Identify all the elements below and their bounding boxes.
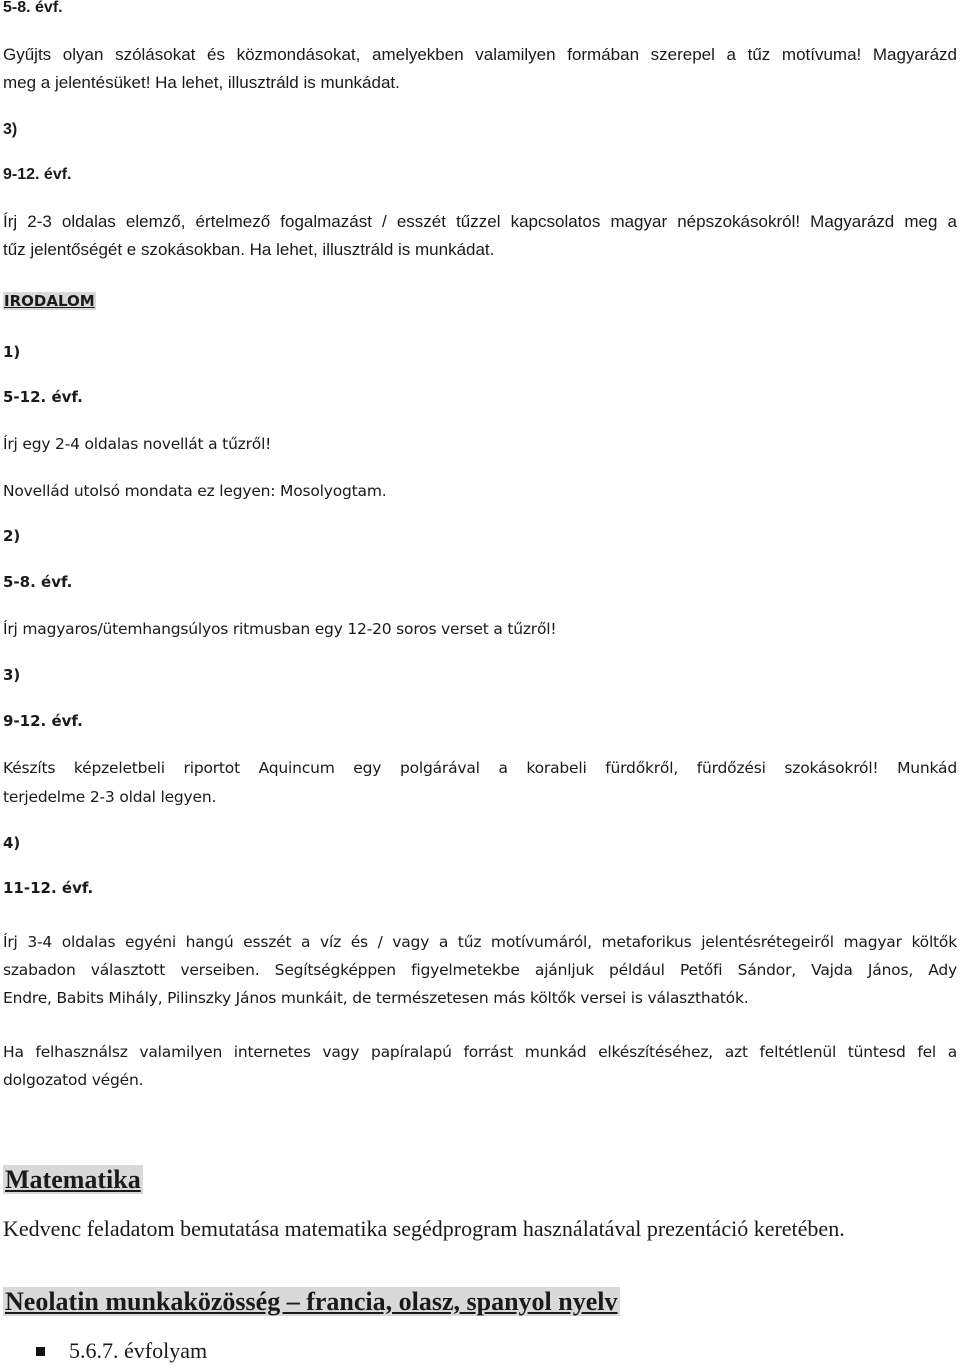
grade-label: 5-12. évf. xyxy=(3,388,83,406)
task-text: szabadon választott verseiben. Segítségképpen figyelmetekbe ajánljuk például Petőfi Sándor, Vajda János, Ady xyxy=(3,961,957,979)
task-text: Írj egy 2-4 oldalas novellát a tűzről! xyxy=(3,435,272,453)
list-item xyxy=(36,1336,207,1366)
grade-label: 5-8. évf. xyxy=(3,573,73,591)
list-item-label: 5.6.7. évfolyam xyxy=(69,1338,208,1363)
task-text: Írj magyaros/ütemhangsúlyos ritmusban egy 12-20 soros verset a tűzről! xyxy=(3,620,557,638)
task-text: meg a jelentésüket! Ha lehet, illusztráld is munkádat. xyxy=(3,73,400,92)
section-heading-text: IRODALOM xyxy=(4,292,95,310)
task-text: Endre, Babits Mihály, Pilinszky János munkáit, de természetesen más költők versei is választhatók. xyxy=(3,989,749,1007)
task-text: Novellád utolsó mondata ez legyen: Mosolyogtam. xyxy=(3,482,387,500)
square-bullet-icon xyxy=(36,1347,45,1356)
task-text: Ha felhasználsz valamilyen internetes vagy papíralapú forrást munkád elkészítéséhez, azt feltétlenül tüntesd fel a xyxy=(3,1043,957,1061)
grade-label: 9-12. évf. xyxy=(3,166,72,183)
task-text: Kedvenc feladatom bemutatása matematika segédprogram használatával prezentáció keretében. xyxy=(3,1216,845,1241)
task-text: Készíts képzeletbeli riportot Aquincum egy polgárával a korabeli fürdőkről, fürdőzési szokásokról! Munkád xyxy=(3,759,957,777)
grade-label: 11-12. évf. xyxy=(3,879,94,897)
section-heading-text: Neolatin munkaközösség – francia, olasz, spanyol nyelv xyxy=(5,1287,618,1316)
task-text: tűz jelentőségét e szokásokban. Ha lehet, illusztráld is munkádat. xyxy=(3,240,495,259)
task-number: 4) xyxy=(3,834,21,852)
section-heading-irodalom xyxy=(3,290,96,312)
task-text: Írj 2-3 oldalas elemző, értelmező fogalmazást / esszét tűzzel kapcsolatos magyar népszokásokról! Magyarázd meg a xyxy=(3,212,957,231)
section-heading-text: Matematika xyxy=(5,1165,141,1194)
section-heading-matematika xyxy=(3,1164,143,1196)
grade-label: 9-12. évf. xyxy=(3,712,83,730)
grade-label: 5-8. évf. xyxy=(3,0,63,16)
task-text: dolgozatod végén. xyxy=(3,1071,144,1089)
task-number: 1) xyxy=(3,343,21,361)
task-number: 3) xyxy=(3,121,18,138)
task-number: 3) xyxy=(3,666,21,684)
section-heading-neolatin xyxy=(3,1286,620,1318)
task-text: Írj 3-4 oldalas egyéni hangú esszét a víz és / vagy a tűz motívumáról, metaforikus jelentésrétegeiről magyar költők xyxy=(3,933,957,951)
task-text: terjedelme 2-3 oldal legyen. xyxy=(3,788,217,806)
task-text: Gyűjts olyan szólásokat és közmondásokat, amelyekben valamilyen formában szerepel a tűz motívuma! Magyarázd xyxy=(3,45,957,64)
task-number: 2) xyxy=(3,527,21,545)
